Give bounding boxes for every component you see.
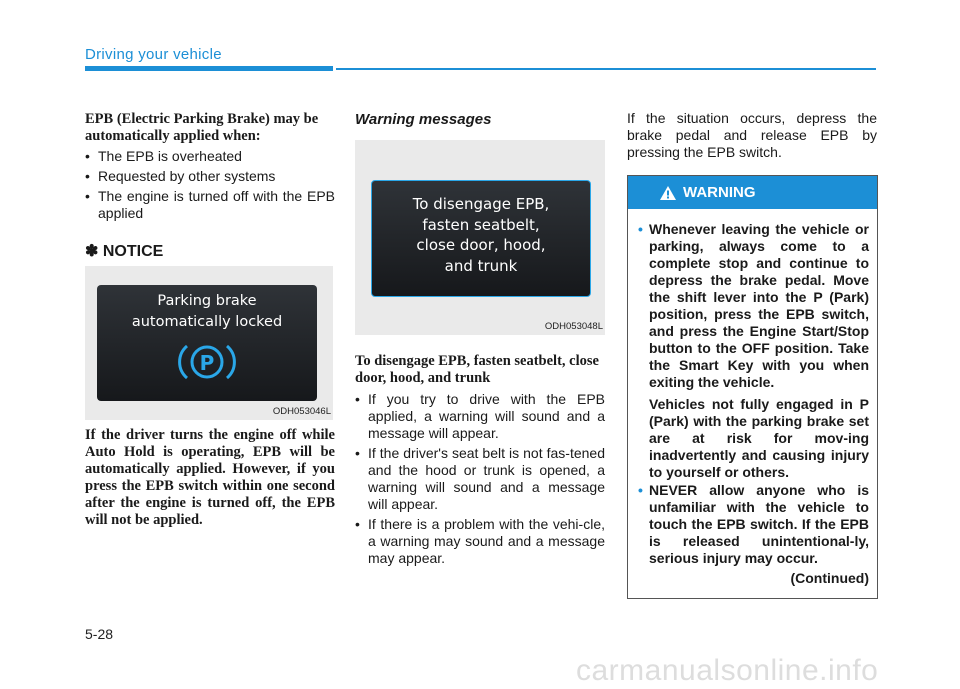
auto-apply-heading: EPB (Electric Parking Brake) may be automatically applied when: [85, 111, 319, 144]
warning-item-extra: Vehicles not fully engaged in P (Park) with the parking brake set are at risk for mov-ing inadvertently and causing injury to yourself or others. [649, 396, 869, 480]
display-line-1: Parking brake [157, 293, 257, 309]
section-title: Driving your vehicle [85, 46, 222, 63]
display-line-4: and trunk [444, 256, 518, 275]
situation-paragraph: If the situation occurs, depress the brake pedal and release EPB by pressing the EPB switch. [627, 110, 877, 160]
list-item: • If the driver's seat belt is not fas-tened and the hood or trunk is opened, a warning will sound and a message will appear. [355, 445, 605, 513]
disengage-subheading: To disengage EPB, fasten seatbelt, close door, hood, and trunk [355, 353, 599, 386]
page-number: 5-28 [85, 626, 114, 642]
auto-hold-paragraph: If the driver turns the engine off while Auto Hold is operating, EPB will be automatically applied. However, if you press the EPB switch within one second after the engine is turned off, the EPB will not be applied. [85, 427, 335, 528]
figure-code: ODH053046L [272, 406, 331, 417]
list-item: • If you try to drive with the EPB applied, a warning will sound and a message will appear. [355, 391, 605, 442]
figure-parking-brake [85, 266, 333, 420]
list-item: • The EPB is overheated [85, 148, 335, 165]
warning-triangle-icon [659, 185, 677, 201]
header-rule-thick [85, 66, 333, 71]
warning-box [627, 175, 878, 599]
figure-disengage-epb [355, 140, 605, 335]
list-item: • If there is a problem with the vehi-cle, a warning may sound and a message may appear. [355, 516, 605, 567]
display-line-1: To disengage EPB, [412, 195, 550, 213]
warning-body [638, 221, 869, 587]
continued-label: (Continued) [790, 570, 869, 586]
notice-heading: ✽ NOTICE [85, 243, 164, 260]
warning-item-text: NEVER allow anyone who is unfamiliar with the vehicle to touch the EPB switch. If the EPB is released unintentional-ly, serious injury may occur. [649, 482, 869, 566]
svg-text:P: P [199, 351, 215, 375]
warning-title: WARNING [683, 184, 756, 201]
display-line-2: automatically locked [131, 314, 283, 330]
header-rule-thin [336, 68, 876, 70]
warning-item [638, 482, 869, 567]
warning-item-text: Whenever leaving the vehicle or parking, always come to a complete stop and continue to depress the brake pedal. Move the shift lever into the P (Park) position, press the EPB switch, and press the Engine Start/Stop button to the OFF position. Take the Smart Key with you when exiting the vehicle. [649, 221, 869, 390]
warning-item [638, 221, 869, 391]
bullet-icon: • [638, 482, 643, 498]
list-item: • Requested by other systems [85, 168, 335, 185]
watermark: carmanualsonline.info [576, 654, 879, 687]
warning-messages-heading: Warning messages [355, 111, 492, 128]
display-line-2: fasten seatbelt, [422, 215, 540, 234]
bullet-icon: • [638, 221, 643, 237]
parking-brake-icon [177, 341, 237, 383]
figure-code: ODH053048L [544, 321, 603, 332]
display-line-3: close door, hood, [416, 236, 546, 254]
cluster-display [371, 180, 591, 297]
warning-header [628, 176, 877, 209]
auto-apply-list [85, 148, 335, 225]
cluster-display [97, 285, 317, 401]
disengage-list [355, 391, 605, 570]
list-item: • The engine is turned off with the EPB applied [85, 188, 335, 222]
